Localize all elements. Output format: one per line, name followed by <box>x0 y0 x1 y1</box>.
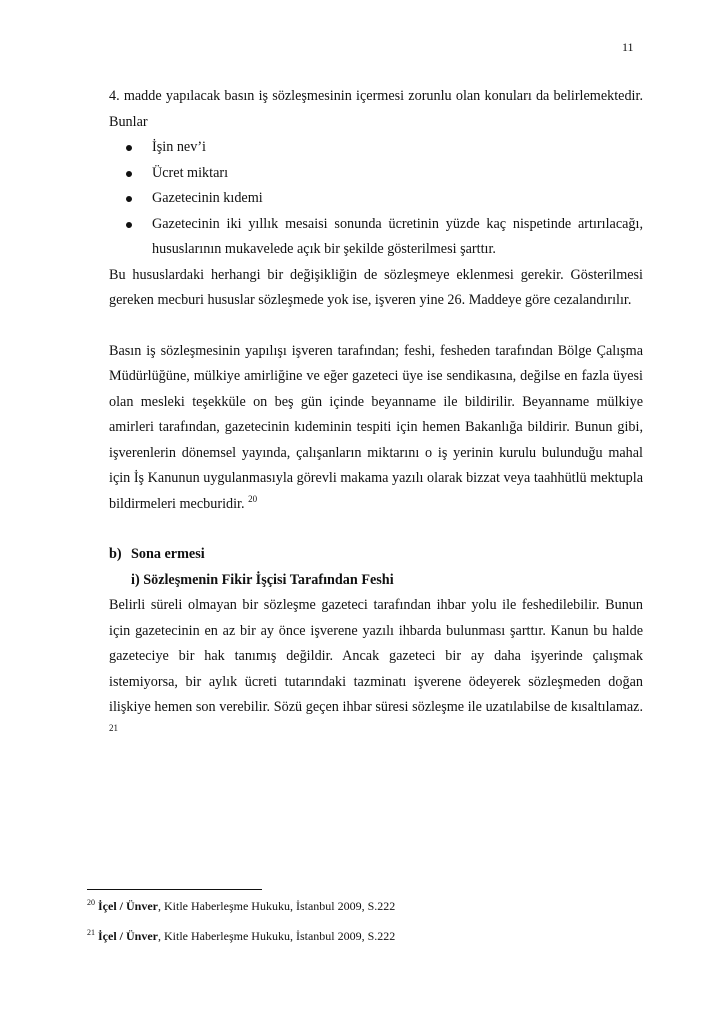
footnote-citation: , Kitle Haberleşme Hukuku, İstanbul 2009, S.222 <box>157 899 396 913</box>
section-marker: b) <box>109 546 122 562</box>
bullet-icon <box>126 222 132 228</box>
footnote-number: 20 <box>87 898 95 907</box>
footnote-number: 21 <box>87 928 95 937</box>
footnote-ref[interactable]: 20 <box>248 493 258 504</box>
section-title: Sona ermesi <box>131 546 205 562</box>
termination-paragraph: Belirli süreli olmayan bir sözleşme gazeteci tarafından ihbar yolu ile feshedilebilir. Bunun için gazetecinin en az bir ay önce işverene yazılı ihbarda bulunması şarttır. Kanun bu halde gazeteciye bir hak tanımış değildir. Ancak gazeteci bir ay daha işyerinde çalışmak istemiyorsa, bir aylık ücreti tutarındaki tazminatı işverene ödeyerek sözleşmeden doğan ilişkiye hemen son verebilir. Sözü geçen ihbar süresi sözleşme ile uzatılabilse de kısaltılamaz. $^{21}$ <box>109 597 643 733</box>
list-item: Gazetecinin kıdemi <box>152 186 643 212</box>
page-number: 11 <box>622 40 634 54</box>
after-list-paragraph: Bu hususlardaki herhangi bir değişikliğin de sözleşmeye eklenmesi gerekir. Gösterilmesi gereken mecburi hususlar sözleşmede yok ise, işveren yine 26. Maddeye göre cezalandırılır. <box>109 266 643 308</box>
footnote <box>87 928 395 944</box>
section-heading <box>109 542 643 568</box>
footnote-ref[interactable]: 21 <box>109 722 118 733</box>
intro-paragraph: 4. madde yapılacak basın iş sözleşmesinin içermesi zorunlu olan konuları da belirlemektedir. Bunlar <box>109 88 643 130</box>
contract-items-list <box>109 135 643 263</box>
list-item: Gazetecinin iki yıllık mesaisi sonunda ücretinin yüzde kaç nispetinde artırılacağı, hususlarının mukavelede açık bir şekilde gösterilmesi şarttır. <box>152 212 643 263</box>
page-body <box>109 84 643 746</box>
footnote-citation: , Kitle Haberleşme Hukuku, İstanbul 2009, S.222 <box>157 929 396 943</box>
bullet-icon <box>126 196 132 202</box>
footnote-authors: İçel / Ünver <box>98 929 158 943</box>
footnote-authors: İçel / Ünver <box>98 899 158 913</box>
notification-paragraph: Basın iş sözleşmesinin yapılışı işveren tarafından; feshi, fesheden tarafından Bölge Çalışma Müdürlüğüne, mülkiye amirliğine ve eğer gazeteci üye ise sendikasına, değilse en fazla üyesi olan mesleki teşekküle on beş gün içinde beyanname ile bildirilir. Beyanname mülkiye amirleri tarafından, gazetecinin kıdeminin tespiti için hemen Bakanlığa bildirir. Bunun gibi, işverenlerin dönemsel yayında, çalışanların miktarını o iş yerinin kurulu bulunduğu mahal için İş Kanunun uygulanmasıyla görevli makama yazılı olarak bizzat veya taahhütlü mektupla bildirmeleri mecburidir. $^{20}$ <box>109 342 643 512</box>
footnote-divider <box>87 889 262 890</box>
bullet-icon <box>126 171 132 177</box>
subsection-heading: i) Sözleşmenin Fikir İşçisi Tarafından Feshi <box>131 571 394 588</box>
list-item: İşin nev’i <box>152 135 643 161</box>
bullet-icon <box>126 145 132 151</box>
footnote <box>87 898 395 914</box>
list-item: Ücret miktarı <box>152 161 643 187</box>
